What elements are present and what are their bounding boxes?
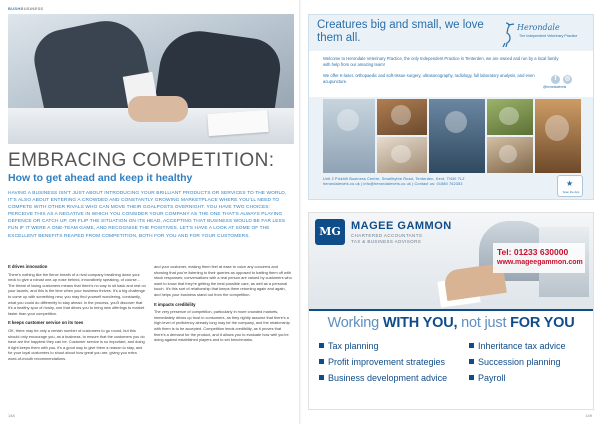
article-intro: HAVING A BUSINESS ISN'T JUST ABOUT INTRODUCING YOUR BRILLIANT PRODUCTS OR SERVICES TO THE WORLD, IT'S ALSO ABOUT ENTERING A CROWDED AND CONSTANTLY GROWING MARKETPLACE WHERE YOU'LL NEED TO COMPETE WITH OTHER RIVALS WHO CAN MOVE THEIR GOALPOSTS OVERNIGHT. YOU HAVE TWO CHOICES: PERCEIVE THIS AS A NEGATIVE IN WHICH YOU CONSIDER YOUR COMPANY AS THE ONE THAT'S ALWAYS PLAYING DEFENCE OR CATCH UP, OR FLIP THE SITUATION ON ITS HEAD, ACCEPTING THAT BUSINESS WOULD BE FAR LESS FUN IF IT WERE A ONE-TEAM GAME, AND RECOGNISE THE POSITIVES. LET'S HAVE A LOOK AT SOME OF THE EXCELLENT BENEFITS REAPED FROM COMPETITION, BOTH FOR YOU AND FOR YOUR CUSTOMERS.: [8, 191, 287, 239]
heron-icon: [497, 21, 515, 47]
app-badge-label: Scan the App: [562, 190, 580, 194]
magee-gammon-advert: [308, 212, 594, 410]
herondale-logo: [497, 19, 587, 49]
star-icon: ★: [566, 179, 574, 188]
body-paragraph: The very presence of competition, particularly in more crowded markets, immediately drives up trust in consumers, as they rightly assume that there's a high level of proficiency already long may be the company, and the relationship with them is to be accepted. Competition lends credibility, as it proves that there's a demand for the product, and it allows you to evaluate how well you're doing against established players and to set benchmarks.: [154, 309, 290, 343]
magee-subtitle-line-2: TAX & BUSINESS ADVISORS: [351, 238, 422, 244]
body-paragraph: There's nothing like the fierce breath of a rival company breathing down your neck to give a robust one-up nose behind, innovatively speaking, of course… The threat of losing customers means that there's no way to sit back and rest on your laurels, and this is the time when your business thrives. It's a big challenge to come up with something new, you may find yourself wondering, constantly, what you could do differently to stay ahead. In the process, you'll discover that it's a healthy spur of rivalry, one that drives you to bring new offerings to market faster than your competition.: [8, 271, 146, 316]
herondale-photo-collage: [323, 99, 581, 173]
running-head-suffix: BUSINESS: [20, 6, 44, 11]
magee-logo: [315, 219, 485, 247]
photo-puppy: [487, 99, 533, 135]
magee-logo-subtitle: [351, 233, 422, 244]
photo-dog-closeup: [535, 99, 581, 173]
photo-cat: [377, 137, 427, 173]
hero-photo-business-handshake: [8, 14, 294, 144]
herondale-logo-name: Herondale: [517, 23, 560, 32]
body-paragraph: and your customer, making them feel at ease to voice any concerns and showing that you're listening to their queries as opposed to batting them off with stock responses; conversations with a real person are valued by customers who want to know that they're getting the best possible care, as well as a personal touch. It's this sort of relationship that keeps them returning again and again, and helps your business stand out from the competition.: [154, 264, 292, 297]
herondale-address-line: Unit 2 Pickhill Business Centre, Smallhythe Road, Tenterden, Kent, TN30 7LZ: [323, 177, 465, 181]
service-item: Inheritance tax advice: [469, 341, 594, 351]
herondale-advert: [308, 14, 594, 200]
photo-dog-portrait: [377, 99, 427, 135]
magee-telephone[interactable]: Tel: 01233 630000: [497, 247, 569, 257]
herondale-headline: Creatures big and small, we love them all.: [317, 19, 484, 44]
magee-contact-box: [493, 243, 585, 273]
magee-slogan: [309, 315, 593, 331]
herondale-services-text: We offer K-laser, orthopaedic and soft-tissue surgery, ultrasonography, radiology, full laboratory analysis, and even acupuncture.: [323, 73, 535, 84]
magee-logo-name: MAGEE GAMMON: [351, 220, 452, 232]
magee-website-link[interactable]: www.mageegammon.com: [497, 259, 583, 266]
herondale-logo-tagline: The Independent Veterinary Practice: [519, 34, 578, 38]
photo-vet-with-dog: [323, 99, 375, 173]
herondale-app-badge[interactable]: [557, 175, 583, 197]
instagram-icon[interactable]: ◎: [564, 76, 571, 82]
page-number-right: 149: [585, 413, 592, 418]
magee-divider: [309, 309, 593, 311]
herondale-social: [543, 75, 585, 91]
facebook-icon[interactable]: f: [551, 75, 560, 84]
slogan-part-2: WITH YOU,: [382, 315, 458, 331]
magee-photo-area: [309, 213, 593, 309]
service-item: Tax planning: [319, 341, 449, 351]
article-headline: EMBRACING COMPETITION:: [8, 150, 275, 171]
article-column-2: [154, 264, 292, 347]
hero-handshake: [128, 96, 188, 122]
article-subhead: How to get ahead and keep it healthy: [8, 172, 193, 184]
herondale-welcome-text: Welcome to Herondale Veterinary Practice, the only Independent Practice in Tenterden, we are owned and run by a local family with help from our amazing team!: [323, 56, 559, 67]
photo-vet-team: [429, 99, 485, 173]
service-item: Profit improvement strategies: [319, 357, 449, 367]
right-page: [300, 0, 600, 424]
running-head: [8, 6, 43, 11]
running-head-prefix: BUSH: [8, 6, 21, 11]
herondale-address: [323, 177, 553, 188]
service-item: Payroll: [469, 373, 594, 383]
herondale-contact-line[interactable]: herondalevets.co.uk | info@herondalevets.co.uk | Contact us: 01580 762353: [323, 182, 463, 187]
magee-subtitle-line-1: CHARTERED ACCOUNTANTS: [351, 233, 423, 238]
service-item: Succession planning: [469, 357, 594, 367]
hero-document: [207, 110, 268, 136]
article-column-1: [8, 264, 146, 366]
slogan-part-3: not just: [457, 315, 511, 331]
photo-rabbit: [487, 137, 533, 173]
page-number-left: 148: [8, 413, 15, 418]
slogan-part-1: Working: [327, 315, 383, 331]
magee-logo-mark: MG: [315, 219, 345, 245]
herondale-social-handle[interactable]: @herondalevets: [543, 85, 567, 89]
slogan-part-4: FOR YOU: [510, 315, 575, 331]
section-heading-innovation: It drives innovation: [8, 264, 48, 269]
section-heading-customer-service: It keeps customer service on its toes: [8, 320, 84, 326]
body-paragraph: OK, there may be only a certain number of customers to go round, but this should only encourage you, as a business, to ensure that the customers you do have are the happiest they can be. Customer service is so important, and doing it right keeps them with you, it's a good way to give them a reason to stay, and for your loyal customers to shout about how great you are, giving you extra word-of-mouth recommendations.: [8, 327, 145, 361]
service-item: Business development advice: [319, 373, 449, 383]
section-heading-credibility: It impacts credibility: [154, 301, 196, 307]
